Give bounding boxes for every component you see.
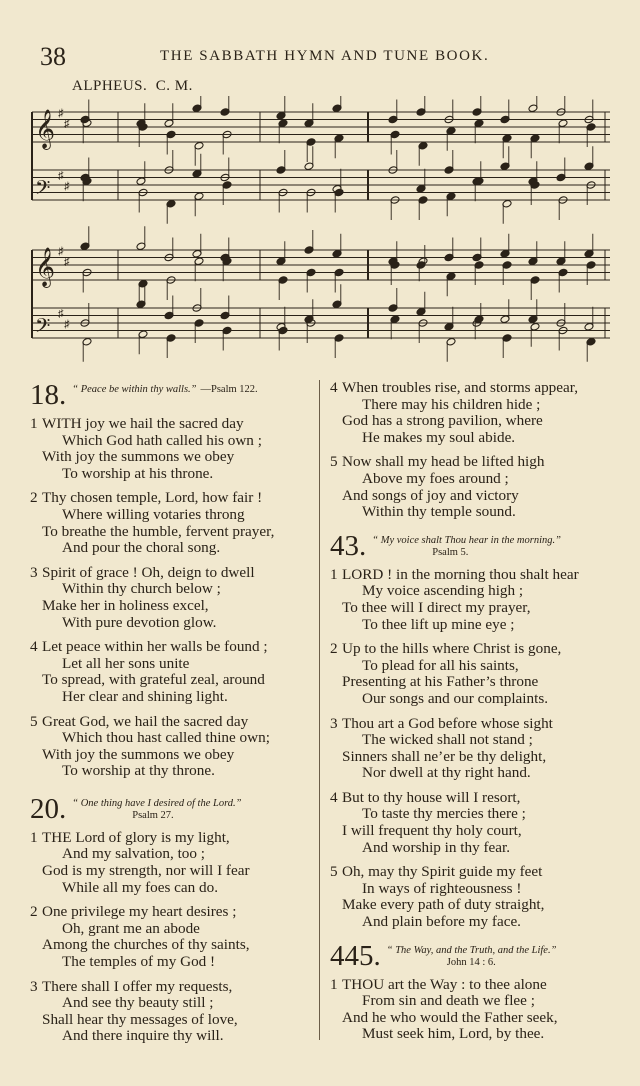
verse-line: Nor dwell at thy right hand. <box>362 764 531 782</box>
verse-line: To worship at thy throne. <box>62 762 215 780</box>
stanza <box>30 490 315 556</box>
verse-line: In ways of righteousness ! <box>362 879 522 897</box>
verse-line: And songs of joy and victory <box>342 486 519 504</box>
key-signature: ♯ <box>64 118 70 130</box>
hymn-heading <box>30 794 315 824</box>
verse-line: To taste thy mercies there ; <box>362 805 526 823</box>
key-signature: ♯ <box>64 180 70 193</box>
verse-line: Oh, grant me an abode <box>62 919 200 937</box>
verse-line: Thou art a God before whose sight <box>342 714 553 732</box>
verse-line: The wicked shall not stand ; <box>362 731 533 749</box>
verse-line: Within thy church below ; <box>62 580 221 598</box>
verse-number: 4 <box>330 379 338 396</box>
verse-line: WITH joy we hail the sacred day <box>42 415 244 432</box>
stanza <box>30 830 315 896</box>
key-signature: ♯ <box>64 318 70 331</box>
verse-line: To spread, with grateful zeal, around <box>42 671 265 689</box>
verse-line: Spirit of grace ! Oh, deign to dwell <box>42 563 255 581</box>
motto-text: “ One thing have I desired of the Lord.” <box>72 797 242 809</box>
stanza <box>330 977 635 1043</box>
key-signature: ♯ <box>64 256 70 268</box>
hymn-number: 43. <box>330 529 367 562</box>
verse-line: Great God, we hail the sacred day <box>42 712 249 730</box>
verse-number: 3 <box>30 563 38 581</box>
stanza <box>30 639 315 705</box>
bass-clef: 𝄢 <box>35 176 51 204</box>
verse-number: 2 <box>30 489 38 507</box>
stanza <box>330 716 635 782</box>
verse-number: 5 <box>30 712 38 730</box>
verse-line: There shall I offer my requests, <box>42 977 233 995</box>
motto-text: “ The Way, and the Truth, and the Life.” <box>386 944 557 956</box>
verse-line: I will frequent thy holy court, <box>342 822 522 840</box>
verse-line: To worship at his throne. <box>62 464 214 482</box>
verse-line: And my salvation, too ; <box>62 845 206 863</box>
verse-line: With joy the summons we obey <box>42 745 235 763</box>
verse-line: Let peace within her walls be found ; <box>42 638 268 656</box>
verse-line: God is my strength, nor will I fear <box>42 862 250 880</box>
verse-line: God has a strong pavilion, where <box>342 412 543 430</box>
verse-number: 1 <box>30 828 38 846</box>
stanza <box>330 641 635 707</box>
column-divider <box>319 380 320 1040</box>
verse-number: 4 <box>30 638 38 656</box>
verse-line: And pour the choral song. <box>62 539 221 557</box>
tune-meter: C. M. <box>155 78 193 94</box>
verse-line: My voice ascending high ; <box>362 582 524 600</box>
verse-line: Make every path of duty straight, <box>342 896 545 914</box>
hymn-number: 20. <box>30 792 67 825</box>
verse-number: 3 <box>30 977 38 995</box>
music-score <box>30 96 615 366</box>
hymn-motto <box>372 531 561 559</box>
verse-line: Make her in holiness excel, <box>42 596 209 614</box>
stanza <box>30 565 315 631</box>
verse-line: Where willing votaries throng <box>62 505 245 523</box>
hymn-motto <box>72 380 257 396</box>
stanza <box>30 904 315 970</box>
verse-line: Must seek him, Lord, by thee. <box>362 1025 545 1043</box>
motto-text: “ Peace be within thy walls.” <box>72 384 197 395</box>
verse-line: And he who would the Father seek, <box>342 1008 558 1026</box>
verse-line: With joy the summons we obey <box>42 448 235 466</box>
stanza <box>330 790 635 856</box>
verse-number: 2 <box>330 640 338 658</box>
verse-line: And worship in thy fear. <box>362 838 511 856</box>
verse-line: Up to the hills where Christ is gone, <box>342 640 562 658</box>
verse-line: While all my foes can do. <box>62 878 219 896</box>
verse-line: With pure devotion glow. <box>62 613 217 631</box>
hymn-20-continued <box>330 380 635 521</box>
tune-heading <box>72 78 193 95</box>
stanza <box>330 864 635 930</box>
verse-line: To thee lift up mine eye ; <box>362 615 515 633</box>
verse-line: Presenting at his Father’s throne <box>342 673 539 691</box>
verse-line: And see thy beauty still ; <box>62 994 214 1012</box>
hymn-43 <box>330 531 635 931</box>
bass-clef: 𝄢 <box>35 314 51 342</box>
verse-line: Oh, may thy Spirit guide my feet <box>342 863 543 881</box>
verse-line: Let all her sons unite <box>62 654 190 672</box>
motto-reference: Psalm 27. <box>132 809 174 821</box>
hymn-18 <box>30 380 315 780</box>
stanza <box>30 416 315 482</box>
verse-number: 1 <box>330 975 338 993</box>
verse-line: LORD ! in the morning thou shalt hear <box>342 565 579 583</box>
verse-line: Which thou hast called thine own; <box>62 729 270 747</box>
left-column <box>30 380 315 1053</box>
motto-reference: John 14 : 6. <box>446 956 496 968</box>
verse-number: 3 <box>330 714 338 732</box>
verse-line: Sinners shall ne’er be thy delight, <box>342 747 547 765</box>
hymn-number: 18. <box>30 379 67 411</box>
verse-line: To plead for all his saints, <box>362 656 519 674</box>
motto-reference: Psalm 5. <box>432 546 469 558</box>
verse-line: Now shall my head be lifted high <box>342 453 545 471</box>
verse-line: And there inquire thy will. <box>62 1027 224 1045</box>
verse-number: 1 <box>30 415 38 432</box>
verse-line: Above my foes around ; <box>362 469 509 487</box>
hymn-motto <box>387 941 557 969</box>
verse-line: Among the churches of thy saints, <box>42 936 250 954</box>
right-column <box>330 380 635 1051</box>
verse-number: 2 <box>30 903 38 921</box>
key-signature: ♯ <box>58 170 64 182</box>
verse-line: Within thy temple sound. <box>362 503 516 521</box>
stanza <box>30 979 315 1045</box>
verse-number: 4 <box>330 788 338 806</box>
motto-reference: —Psalm 122. <box>200 384 258 395</box>
stanza <box>330 567 635 633</box>
treble-clef: 𝄞 <box>35 109 56 149</box>
hymn-20 <box>30 794 315 1045</box>
verse-line: THE Lord of glory is my light, <box>42 828 230 846</box>
verse-line: And plain before my face. <box>362 913 521 931</box>
tune-name: ALPHEUS. <box>72 78 148 94</box>
hymn-motto <box>72 794 241 822</box>
hymn-number: 445. <box>330 939 381 972</box>
stanza <box>330 380 635 446</box>
hymn-heading <box>330 531 635 561</box>
verse-line: Her clear and shining light. <box>62 687 228 705</box>
key-signature: ♯ <box>58 245 64 258</box>
verse-line: One privilege my heart desires ; <box>42 903 237 921</box>
verse-number: 1 <box>330 565 338 583</box>
verse-line: From sin and death we flee ; <box>362 992 535 1010</box>
verse-line: To breathe the humble, fervent prayer, <box>42 522 275 540</box>
running-title: THE SABBATH HYMN AND TUNE BOOK. <box>160 48 490 64</box>
treble-clef: 𝄞 <box>35 247 56 287</box>
verse-line: Shall hear thy messages of love, <box>42 1010 238 1028</box>
verse-line: The temples of my God ! <box>62 953 216 971</box>
stanza <box>330 454 635 520</box>
hymn-445 <box>330 941 635 1043</box>
motto-text: “ My voice shalt Thou hear in the morning.” <box>372 534 561 546</box>
verse-line: Thy chosen temple, Lord, how fair ! <box>42 489 263 507</box>
stanza <box>30 714 315 780</box>
verse-line: To thee will I direct my prayer, <box>342 598 531 616</box>
hymn-heading <box>30 380 315 410</box>
verse-line: There may his children hide ; <box>362 395 541 413</box>
key-signature: ♯ <box>58 308 64 320</box>
verse-line: When troubles rise, and storms appear, <box>342 379 578 396</box>
key-signature: ♯ <box>58 107 64 120</box>
verse-line: But to thy house will I resort, <box>342 788 521 806</box>
verse-line: He makes my soul abide. <box>362 428 516 446</box>
verse-number: 5 <box>330 453 338 471</box>
hymn-heading <box>330 941 635 971</box>
verse-line: Which God hath called his own ; <box>62 431 262 449</box>
page-number: 38 <box>40 42 66 71</box>
verse-line: THOU art the Way : to thee alone <box>342 975 547 993</box>
verse-line: Our songs and our complaints. <box>362 689 549 707</box>
verse-number: 5 <box>330 863 338 881</box>
